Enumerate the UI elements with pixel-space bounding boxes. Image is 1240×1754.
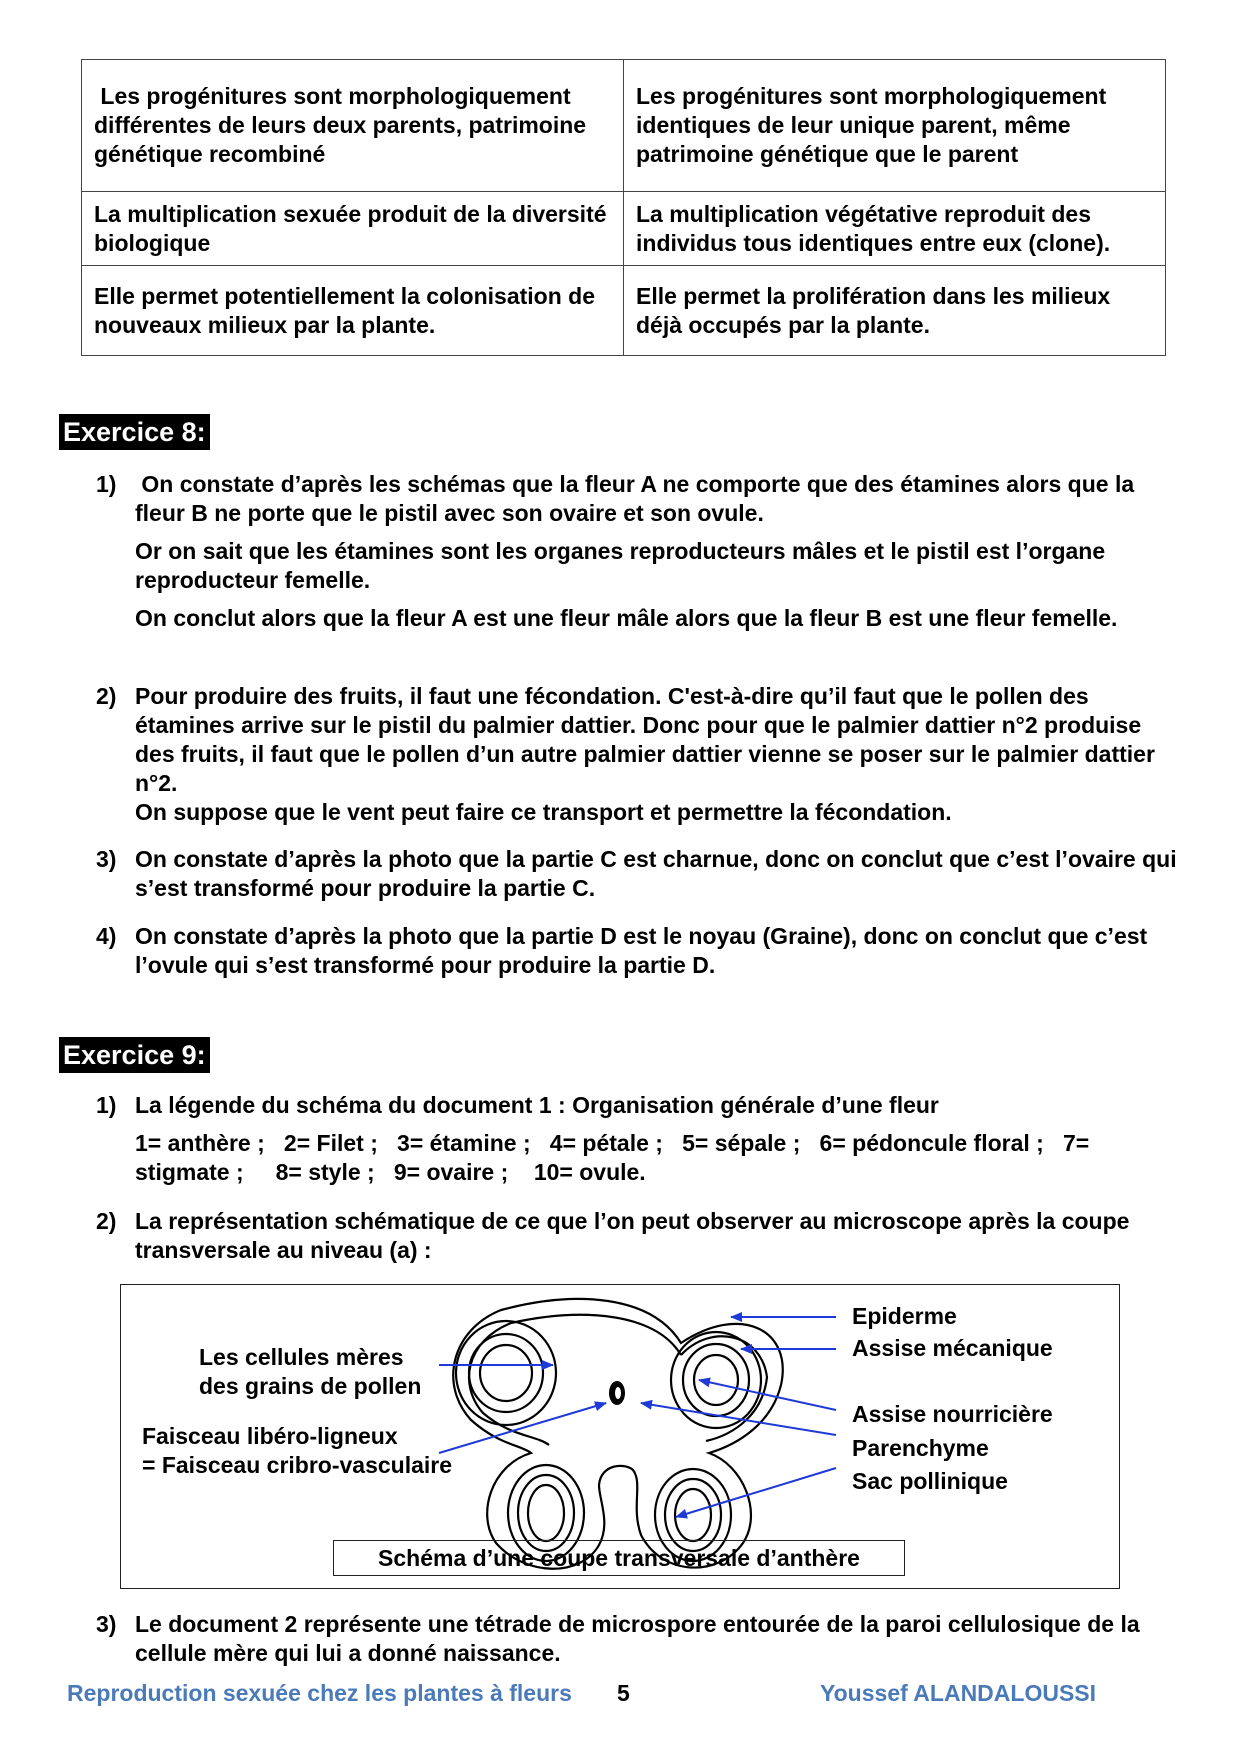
table-cell: Les progénitures sont morphologiquement identiques de leur unique parent, même patrimoine génétique que le parent bbox=[624, 60, 1166, 192]
table-cell: Elle permet potentiellement la colonisation de nouveaux milieux par la plante. bbox=[82, 266, 624, 356]
ex9-item-2 bbox=[96, 1207, 1186, 1274]
paragraph: On conclut alors que la fleur A est une fleur mâle alors que la fleur B est une fleur femelle. bbox=[135, 605, 1118, 631]
exercise-8-title: Exercice 8: bbox=[59, 414, 210, 450]
label-vascular-bundle: = Faisceau cribro-vasculaire bbox=[142, 1452, 453, 1478]
item-number: 1) bbox=[96, 1092, 117, 1118]
paragraph: Or on sait que les étamines sont les organes reproducteurs mâles et le pistil est l’organe reproducteur femelle. bbox=[135, 538, 1106, 593]
label-assise-mecanique: Assise mécanique bbox=[852, 1335, 1053, 1361]
label-vascular-bundle: Faisceau libéro-ligneux bbox=[142, 1423, 398, 1449]
exercise-9-title: Exercice 9: bbox=[59, 1037, 210, 1073]
item-number: 2) bbox=[96, 683, 117, 709]
paragraph: On constate d’après la photo que la partie D est le noyau (Graine), donc on conclut que c’est l’ovule qui s’est transformé pour produire la partie D. bbox=[135, 923, 1148, 978]
ex8-item-1 bbox=[96, 470, 1186, 642]
table-cell: Elle permet la prolifération dans les milieux déjà occupés par la plante. bbox=[624, 266, 1166, 356]
ex8-item-2 bbox=[96, 682, 1186, 836]
anther-cross-section-figure bbox=[120, 1284, 1120, 1589]
ex9-item-3 bbox=[96, 1610, 1186, 1677]
table-cell: Les progénitures sont morphologiquement différentes de leurs deux parents, patrimoine génétique recombiné bbox=[82, 60, 624, 192]
paragraph: Pour produire des fruits, il faut une fécondation. C'est-à-dire qu’il faut que le pollen des étamines arrive sur le pistil du palmier dattier. Donc pour que le palmier dattier n°2 produise des fruits, il faut que le pollen d’un autre palmier dattier vienne se poser sur le palmier dattier n°2. bbox=[135, 683, 1155, 796]
footer-author: Youssef ALANDALOUSSI bbox=[820, 1680, 1097, 1706]
table-row bbox=[82, 60, 1166, 192]
figure-caption: Schéma d’une coupe transversale d’anthère bbox=[333, 1540, 905, 1576]
item-number: 2) bbox=[96, 1208, 117, 1234]
paragraph: La représentation schématique de ce que l’on peut observer au microscope après la coupe transversale au niveau (a) : bbox=[135, 1208, 1130, 1263]
footer-course-title: Reproduction sexuée chez les plantes à fleurs bbox=[67, 1680, 572, 1706]
item-number: 4) bbox=[96, 923, 117, 949]
label-epiderme: Epiderme bbox=[852, 1303, 957, 1329]
item-number: 3) bbox=[96, 1611, 117, 1637]
ex8-item-4 bbox=[96, 922, 1186, 989]
comparison-table bbox=[81, 59, 1166, 356]
label-pollen-mother-cells: des grains de pollen bbox=[199, 1373, 422, 1399]
label-parenchyme: Parenchyme bbox=[852, 1435, 989, 1461]
paragraph: On constate d’après les schémas que la fleur A ne comporte que des étamines alors que la fleur B ne porte que le pistil avec son ovaire et son ovule. bbox=[135, 471, 1135, 526]
ex8-item-3 bbox=[96, 845, 1186, 912]
paragraph: On suppose que le vent peut faire ce transport et permettre la fécondation. bbox=[135, 799, 952, 825]
item-number: 1) bbox=[96, 471, 117, 497]
legend-list: 1= anthère ; 2= Filet ; 3= étamine ; 4= pétale ; 5= sépale ; 6= pédoncule floral ; 7= stigmate ; 8= style ; 9= ovaire ; 10= ovule. bbox=[135, 1130, 1090, 1185]
page-number: 5 bbox=[617, 1680, 630, 1706]
label-sac-pollinique: Sac pollinique bbox=[852, 1468, 1008, 1494]
ex9-item-1 bbox=[96, 1091, 1186, 1196]
table-row bbox=[82, 192, 1166, 266]
paragraph: La légende du schéma du document 1 : Organisation générale d’une fleur bbox=[135, 1092, 939, 1118]
table-row bbox=[82, 266, 1166, 356]
table-cell: La multiplication végétative reproduit des individus tous identiques entre eux (clone). bbox=[624, 192, 1166, 266]
table-cell: La multiplication sexuée produit de la diversité biologique bbox=[82, 192, 624, 266]
label-pollen-mother-cells: Les cellules mères bbox=[199, 1344, 404, 1370]
item-number: 3) bbox=[96, 846, 117, 872]
paragraph: Le document 2 représente une tétrade de microspore entourée de la paroi cellulosique de la cellule mère qui lui a donné naissance. bbox=[135, 1611, 1140, 1666]
label-assise-nourriciere: Assise nourricière bbox=[852, 1401, 1053, 1427]
paragraph: On constate d’après la photo que la partie C est charnue, donc on conclut que c’est l’ovaire qui s’est transformé pour produire la partie C. bbox=[135, 846, 1177, 901]
